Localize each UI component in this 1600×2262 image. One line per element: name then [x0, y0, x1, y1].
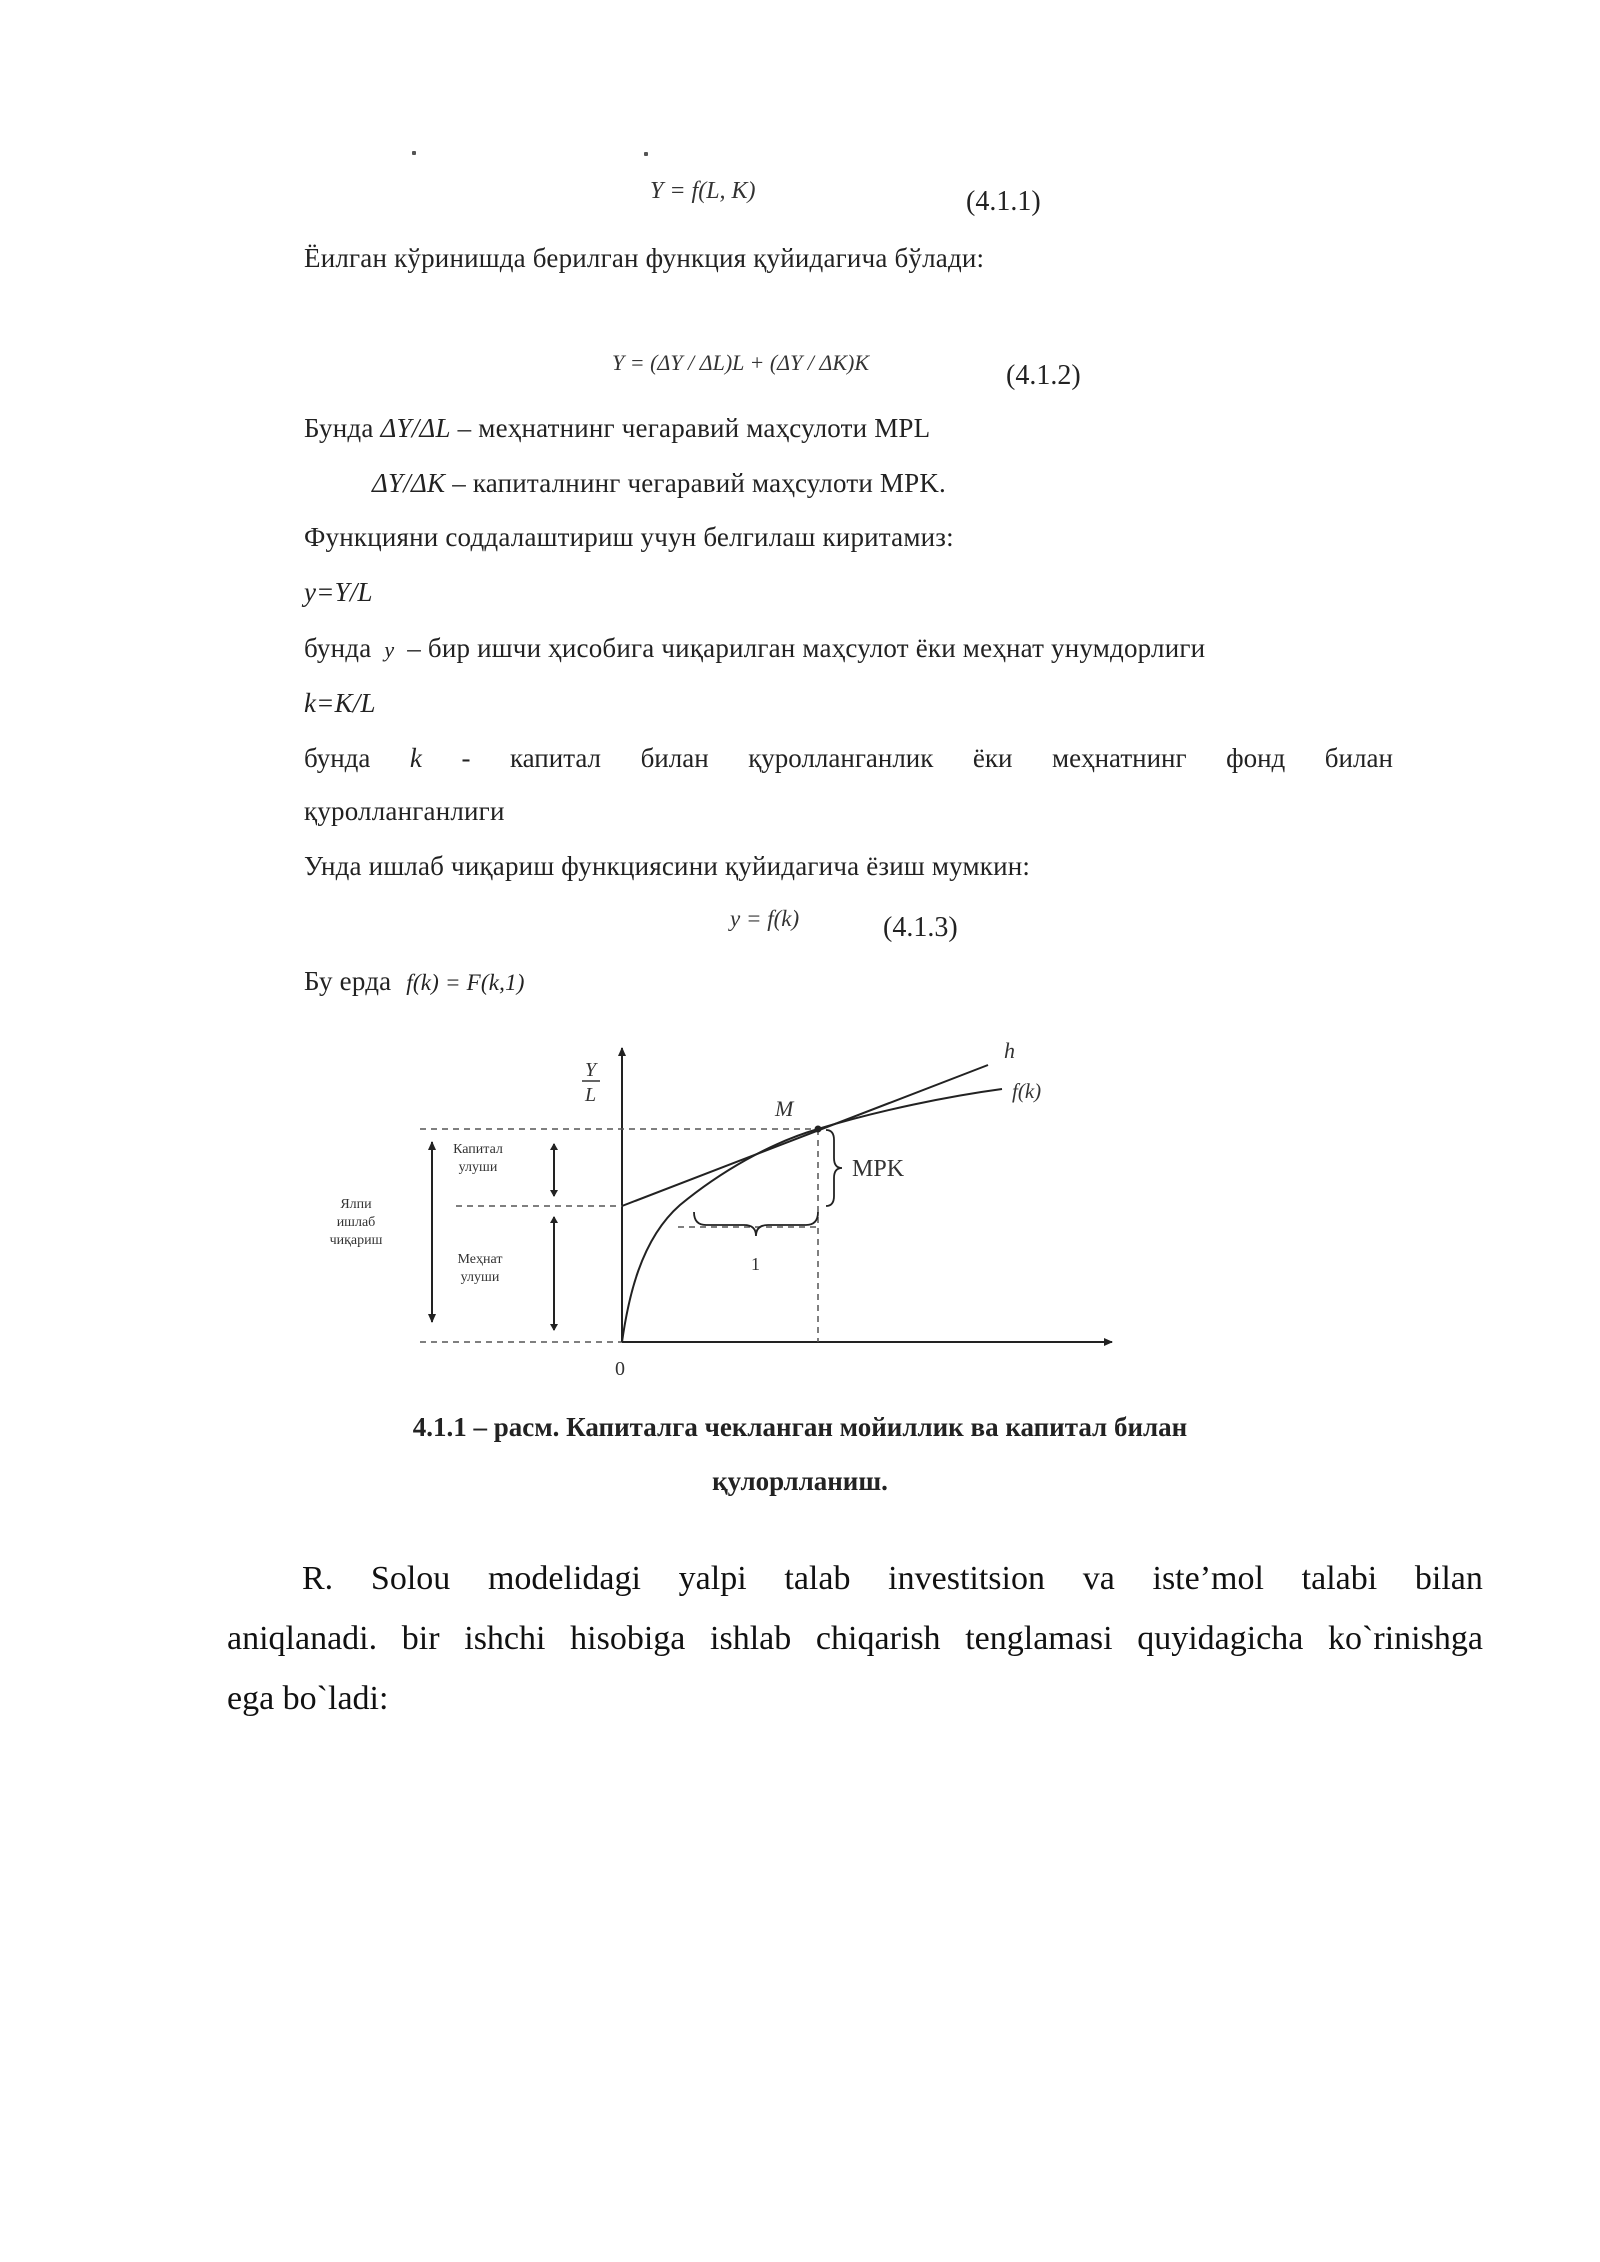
unit-brace — [694, 1212, 818, 1236]
labor-share-label-1: Меҳнат — [457, 1252, 503, 1267]
equation-number-4-1-3: (4.1.3) — [883, 912, 958, 943]
capital-output-figure — [0, 1030, 1600, 1430]
intro-line: Ёилган кўринишда берилган функция қуйидагича бўлади: — [304, 243, 985, 273]
equation-4-1-2: Y = (ΔY / ΔL)L + (ΔY / ΔK)K — [612, 350, 869, 375]
equation-4-1-1: Y = f(L, K) — [650, 178, 756, 204]
body-word: talab — [784, 1560, 851, 1597]
y-axis-numerator: Y — [585, 1059, 597, 1081]
k-explanation-continuation: қуролланганлиги — [304, 796, 505, 826]
k-word: капитал — [509, 743, 602, 773]
y-rest: – бир ишчи ҳисобига чиқарилган маҳсулот ёки меҳнат унумдорлиги — [407, 633, 1206, 663]
mpk-brace — [826, 1130, 842, 1206]
labor-share-label-2: улуши — [460, 1270, 500, 1285]
stray-mark-1 — [412, 151, 416, 155]
production-curve — [622, 1089, 1002, 1342]
body-word: talabi — [1301, 1560, 1378, 1597]
body-word: tenglamasi — [965, 1620, 1113, 1657]
mpl-rest: – меҳнатнинг чегаравий маҳсулоти MPL — [457, 413, 931, 443]
production-function-line: Унда ишлаб чиқариш функциясини қуйидагича ёзиш мумкин: — [304, 851, 1031, 881]
equation-number-4-1-1: (4.1.1) — [966, 186, 1041, 217]
mpl-line — [304, 413, 930, 444]
k-word: меҳнатнинг — [1052, 743, 1187, 773]
mpl-prefix: Бунда — [304, 413, 374, 443]
where-formula: f(k) = F(k,1) — [406, 970, 525, 995]
body-word: ishlab — [710, 1620, 792, 1657]
total-output-label-1: Ялпи — [340, 1197, 372, 1212]
y-axis-denominator: L — [585, 1084, 597, 1106]
tangent-line — [622, 1065, 988, 1206]
simplify-line: Функцияни соддалаштириш учун белгилаш киритамиз: — [304, 522, 954, 552]
body-line-2 — [227, 1620, 1483, 1658]
k-word: бунда — [304, 743, 371, 773]
y-explanation-line — [304, 633, 1205, 664]
mpk-line — [372, 468, 946, 499]
body-word: quyidagicha — [1137, 1620, 1304, 1657]
capital-share-label-2: улуши — [458, 1160, 498, 1175]
body-word: yalpi — [678, 1560, 747, 1597]
k-word: - — [461, 743, 471, 773]
mpl-symbol: ΔY/ΔL — [380, 413, 451, 443]
mpk-label: MPK — [852, 1156, 905, 1182]
k-word: қуролланганлик — [748, 743, 934, 773]
body-word: bir — [401, 1620, 440, 1657]
curve-label: f(k) — [1012, 1079, 1042, 1103]
equation-4-1-3: y = f(k) — [730, 906, 800, 931]
figure-caption-line-2: қулорлланиш. — [712, 1466, 888, 1496]
capital-share-label-1: Капитал — [453, 1142, 503, 1157]
body-word: Solou — [370, 1560, 451, 1597]
k-word: k — [409, 743, 422, 773]
total-output-label-2: ишлаб — [336, 1215, 376, 1230]
body-word: iste’mol — [1152, 1560, 1264, 1597]
body-word: bilan — [1414, 1560, 1483, 1597]
stray-mark-2 — [644, 152, 648, 156]
equation-number-4-1-2: (4.1.2) — [1006, 360, 1081, 391]
point-m — [815, 1126, 822, 1133]
where-line — [304, 966, 525, 997]
body-word: ko`rinishga — [1328, 1620, 1483, 1657]
body-word: va — [1082, 1560, 1115, 1597]
body-word: modelidagi — [487, 1560, 641, 1597]
mpk-rest: – капиталнинг чегаравий маҳсулоти MPK. — [452, 468, 946, 498]
y-prefix: бунда — [304, 633, 372, 663]
body-word: investitsion — [888, 1560, 1045, 1597]
mpk-symbol: ΔY/ΔK — [372, 468, 446, 498]
k-word: ёки — [972, 743, 1013, 773]
figure-caption-line-1: 4.1.1 – расм. Капиталга чекланган мойиллик ва капитал билан — [412, 1412, 1188, 1442]
where-prefix: Бу ерда — [304, 966, 392, 996]
unit-label: 1 — [751, 1254, 760, 1274]
definition-k: k=K/L — [304, 688, 376, 718]
total-output-label-3: чиқариш — [329, 1233, 383, 1248]
body-word: hisobiga — [570, 1620, 686, 1657]
y-symbol: y — [384, 637, 395, 662]
k-word: фонд — [1226, 743, 1286, 773]
body-word: ishchi — [464, 1620, 546, 1657]
origin-label: 0 — [615, 1358, 625, 1380]
body-line-3: ega bo`ladi: — [227, 1680, 389, 1717]
body-word: R. — [302, 1560, 334, 1597]
point-m-label: M — [775, 1096, 794, 1121]
k-explanation-line — [304, 743, 1393, 774]
body-word: chiqarish — [815, 1620, 941, 1657]
k-word: билан — [640, 743, 709, 773]
body-line-1 — [302, 1560, 1483, 1598]
definition-y: y=Y/L — [304, 577, 373, 607]
body-word: aniqlanadi. — [227, 1620, 378, 1657]
tangent-label: h — [1004, 1038, 1015, 1063]
k-word: билан — [1324, 743, 1393, 773]
